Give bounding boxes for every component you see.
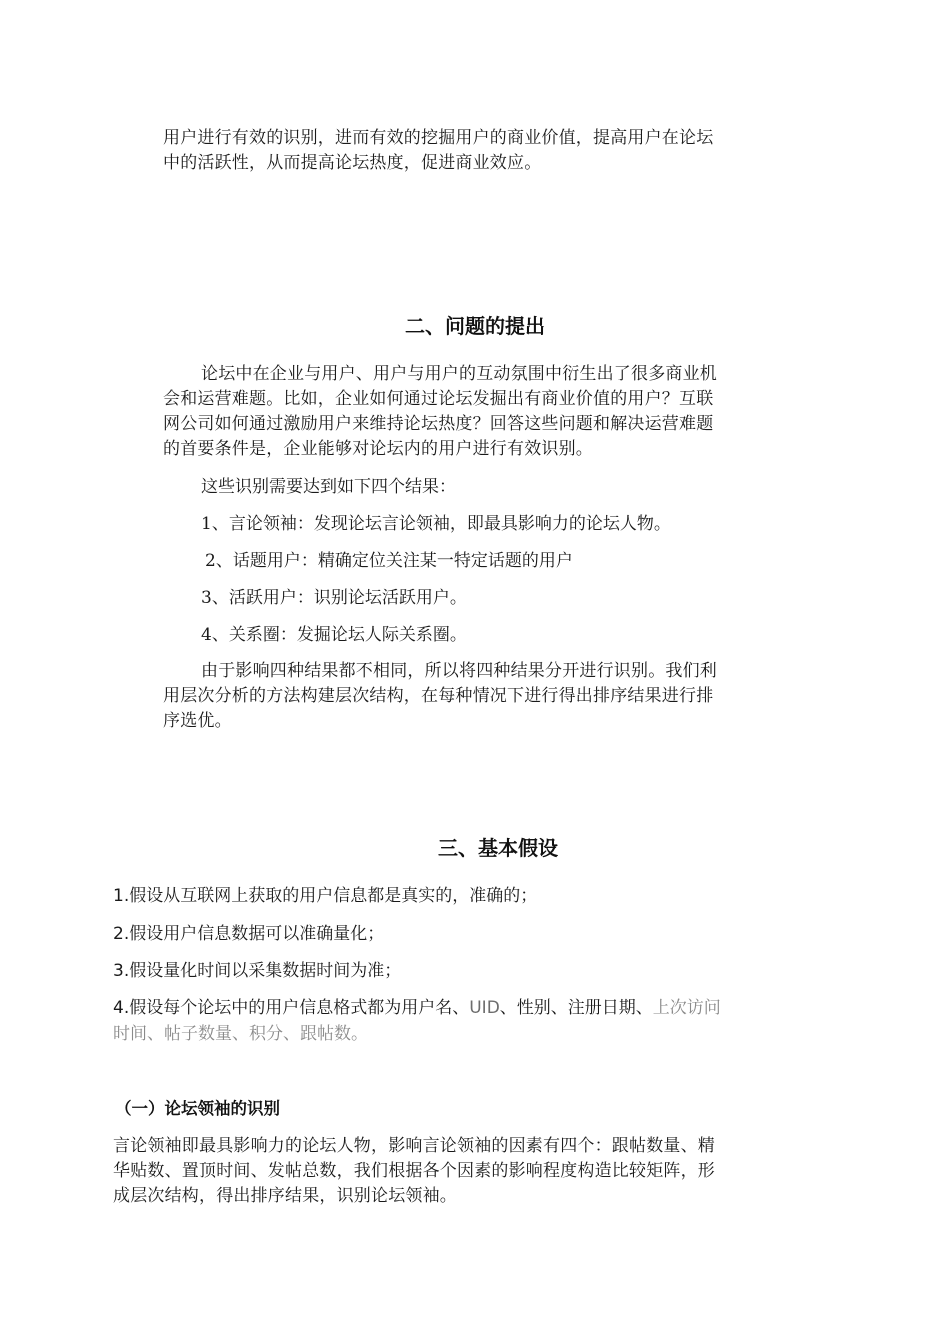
assumption-4-number: 4.	[113, 998, 130, 1018]
section-2-paragraph-3	[163, 659, 803, 734]
assumption-2-number: 2.	[113, 924, 130, 944]
subsection-1-paragraph	[113, 1134, 803, 1209]
assumption-1-number: 1.	[113, 886, 130, 906]
assumption-3-text: 假设量化时间以采集数据时间为准；	[129, 961, 402, 981]
assumption-4-text-b: 、性别、注册日期、	[499, 998, 653, 1018]
result-item-2: 2、话题用户：精确定位关注某一特定话题的用户	[205, 551, 573, 571]
s2p1-line-1: 论坛中在企业与用户、用户与用户的互动氛围中衍生出了很多商业机	[201, 364, 717, 384]
intro-line-1: 用户进行有效的识别，进而有效的挖掘用户的商业价值，提高用户在论坛	[163, 128, 714, 148]
s2p1-line-3: 网公司如何通过激励用户来维持论坛热度？回答这些问题和解决运营难题	[163, 414, 714, 434]
result-item-3: 3、活跃用户：识别论坛活跃用户。	[201, 588, 467, 608]
s2p3-line-2: 用层次分析的方法构建层次结构，在每种情况下进行得出排序结果进行排	[163, 686, 714, 706]
assumption-4-line-1	[113, 996, 721, 1021]
assumption-1-text: 假设从互联网上获取的用户信息都是真实的，准确的；	[129, 886, 538, 906]
assumption-2-text: 假设用户信息数据可以准确量化；	[129, 924, 385, 944]
assumption-4-uid: UID	[469, 998, 500, 1018]
assumption-3	[113, 959, 401, 984]
intro-paragraph	[163, 126, 803, 176]
section-3-heading: 三、基本假设	[438, 836, 558, 860]
section-2-heading: 二、问题的提出	[405, 314, 545, 338]
assumption-1	[113, 884, 537, 909]
assumption-4-text-a: 假设每个论坛中的用户信息格式都为用户名、	[129, 998, 470, 1018]
section-2-paragraph-1	[163, 362, 803, 462]
s2p3-line-3: 序选优。	[163, 711, 232, 731]
result-item-4: 4、关系圈：发掘论坛人际关系圈。	[201, 625, 467, 645]
assumption-3-number: 3.	[113, 961, 130, 981]
s2p1-line-4: 的首要条件是，企业能够对论坛内的用户进行有效识别。	[163, 439, 593, 459]
section-2-paragraph-2: 这些识别需要达到如下四个结果：	[201, 477, 456, 497]
assumption-4-text-gray-1: 上次访问	[652, 998, 721, 1018]
result-item-1: 1、言论领袖：发现论坛言论领袖，即最具影响力的论坛人物。	[201, 514, 671, 534]
assumption-2	[113, 922, 384, 947]
s2p3-line-1: 由于影响四种结果都不相同，所以将四种结果分开进行识别。我们利	[201, 661, 717, 681]
assumption-4-line-2: 时间、帖子数量、积分、跟帖数。	[113, 1024, 368, 1044]
sub1-line-1: 言论领袖即最具影响力的论坛人物，影响言论领袖的因素有四个：跟帖数量、精	[113, 1136, 715, 1156]
subsection-1-heading: （一）论坛领袖的识别	[115, 1099, 280, 1118]
sub1-line-3: 成层次结构，得出排序结果，识别论坛领袖。	[113, 1186, 457, 1206]
s2p1-line-2: 会和运营难题。比如，企业如何通过论坛发掘出有商业价值的用户？互联	[163, 389, 714, 409]
sub1-line-2: 华贴数、置顶时间、发帖总数，我们根据各个因素的影响程度构造比较矩阵，形	[113, 1161, 715, 1181]
intro-line-2: 中的活跃性，从而提高论坛热度，促进商业效应。	[163, 153, 542, 173]
